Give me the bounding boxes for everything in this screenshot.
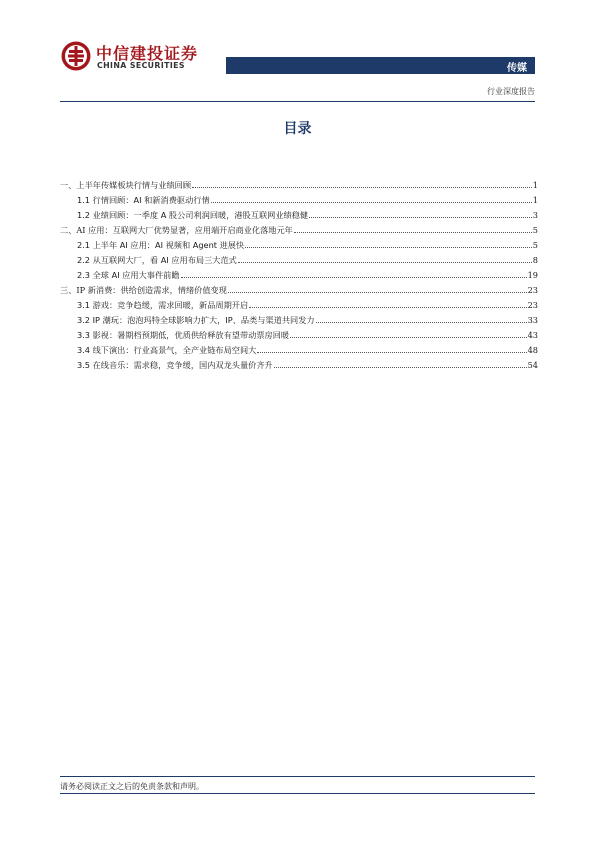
toc-leader bbox=[245, 247, 532, 248]
header-bar bbox=[226, 57, 535, 74]
toc-leader bbox=[257, 352, 526, 353]
toc-entry-page: 43 bbox=[527, 330, 538, 340]
toc-entry-page: 48 bbox=[527, 345, 538, 355]
toc-entry-page: 54 bbox=[527, 360, 538, 370]
toc-entry-label: 1.2 业绩回顾：一季度 A 股公司利润回暖，港股互联网业绩稳健 bbox=[77, 210, 309, 220]
logo-name-en: CHINA SECURITIES bbox=[97, 61, 185, 70]
toc-entry[interactable] bbox=[60, 250, 538, 265]
toc-entry[interactable] bbox=[60, 235, 538, 250]
citic-logo-icon bbox=[60, 40, 92, 72]
toc-entry-label: 3.2 IP 潮玩：泡泡玛特全球影响力扩大，IP、品类与渠道共同发力 bbox=[77, 315, 315, 325]
toc-entry[interactable] bbox=[60, 265, 538, 280]
toc-entry[interactable] bbox=[60, 340, 538, 355]
toc-entry-label: 二、AI 应用：互联网大厂优势显著，应用端开启商业化落地元年 bbox=[60, 225, 293, 235]
toc-entry[interactable] bbox=[60, 220, 538, 235]
toc-entry[interactable] bbox=[60, 280, 538, 295]
toc-entry-page: 23 bbox=[527, 285, 538, 295]
toc-entry-label: 一、上半年传媒板块行情与业绩回顾 bbox=[60, 180, 192, 190]
toc-entry[interactable] bbox=[60, 295, 538, 310]
toc-entry[interactable] bbox=[60, 325, 538, 340]
toc-leader bbox=[309, 217, 532, 218]
footer-rule bbox=[60, 793, 535, 794]
footer-disclaimer: 请务必阅读正文之后的免责条款和声明。 bbox=[60, 782, 204, 791]
company-logo bbox=[60, 40, 220, 76]
toc-leader bbox=[274, 367, 527, 368]
footer-divider bbox=[60, 776, 535, 777]
header-divider bbox=[60, 101, 535, 102]
toc-entry-page: 1 bbox=[532, 195, 538, 205]
toc-leader bbox=[192, 187, 532, 188]
toc-entry-label: 1.1 行情回顾：AI 和新消费驱动行情 bbox=[77, 195, 210, 205]
toc-entry-page: 1 bbox=[532, 180, 538, 190]
toc-entry[interactable] bbox=[60, 190, 538, 205]
sector-label: 传媒 bbox=[507, 63, 527, 74]
toc-title: 目录 bbox=[283, 121, 312, 137]
toc-entry-label: 3.4 线下演出：行业高景气，全产业链布局空间大 bbox=[77, 345, 257, 355]
toc-entry[interactable] bbox=[60, 355, 538, 370]
toc-entry-label: 2.2 从互联网大厂，看 AI 应用布局三大范式 bbox=[77, 255, 237, 265]
toc-leader bbox=[211, 202, 532, 203]
toc-leader bbox=[290, 337, 526, 338]
toc-entry-label: 2.3 全球 AI 应用大事件前瞻 bbox=[77, 270, 180, 280]
toc-entry-page: 33 bbox=[527, 315, 538, 325]
toc-entry-page: 19 bbox=[527, 270, 538, 280]
toc-entry[interactable] bbox=[60, 310, 538, 325]
toc-entry-label: 3.1 游戏：竞争趋缓，需求回暖，新品周期开启 bbox=[77, 300, 249, 310]
toc-leader bbox=[249, 307, 526, 308]
toc-entry-page: 5 bbox=[532, 225, 538, 235]
toc-entry-page: 3 bbox=[532, 210, 538, 220]
toc-entry-label: 3.3 影视：暑期档预期低，优质供给释放有望带动票房回暖 bbox=[77, 330, 290, 340]
toc-entry-page: 23 bbox=[527, 300, 538, 310]
table-of-contents bbox=[60, 175, 538, 370]
toc-entry-page: 5 bbox=[532, 240, 538, 250]
toc-entry[interactable] bbox=[60, 175, 538, 190]
toc-leader bbox=[316, 322, 527, 323]
toc-entry-label: 三、IP 新消费：供给创造需求，情绪价值变现 bbox=[60, 285, 227, 295]
toc-leader bbox=[181, 277, 527, 278]
toc-leader bbox=[238, 262, 532, 263]
toc-entry-label: 3.5 在线音乐：需求稳，竞争缓，国内双龙头量价齐升 bbox=[77, 360, 273, 370]
toc-leader bbox=[228, 292, 527, 293]
logo-name-cn: 中信建投证券 bbox=[96, 44, 199, 63]
toc-leader bbox=[294, 232, 532, 233]
toc-entry-page: 8 bbox=[532, 255, 538, 265]
toc-entry-label: 2.1 上半年 AI 应用：AI 视频和 Agent 进展快 bbox=[77, 240, 245, 250]
report-type: 行业深度报告 bbox=[487, 87, 535, 96]
toc-entry[interactable] bbox=[60, 205, 538, 220]
